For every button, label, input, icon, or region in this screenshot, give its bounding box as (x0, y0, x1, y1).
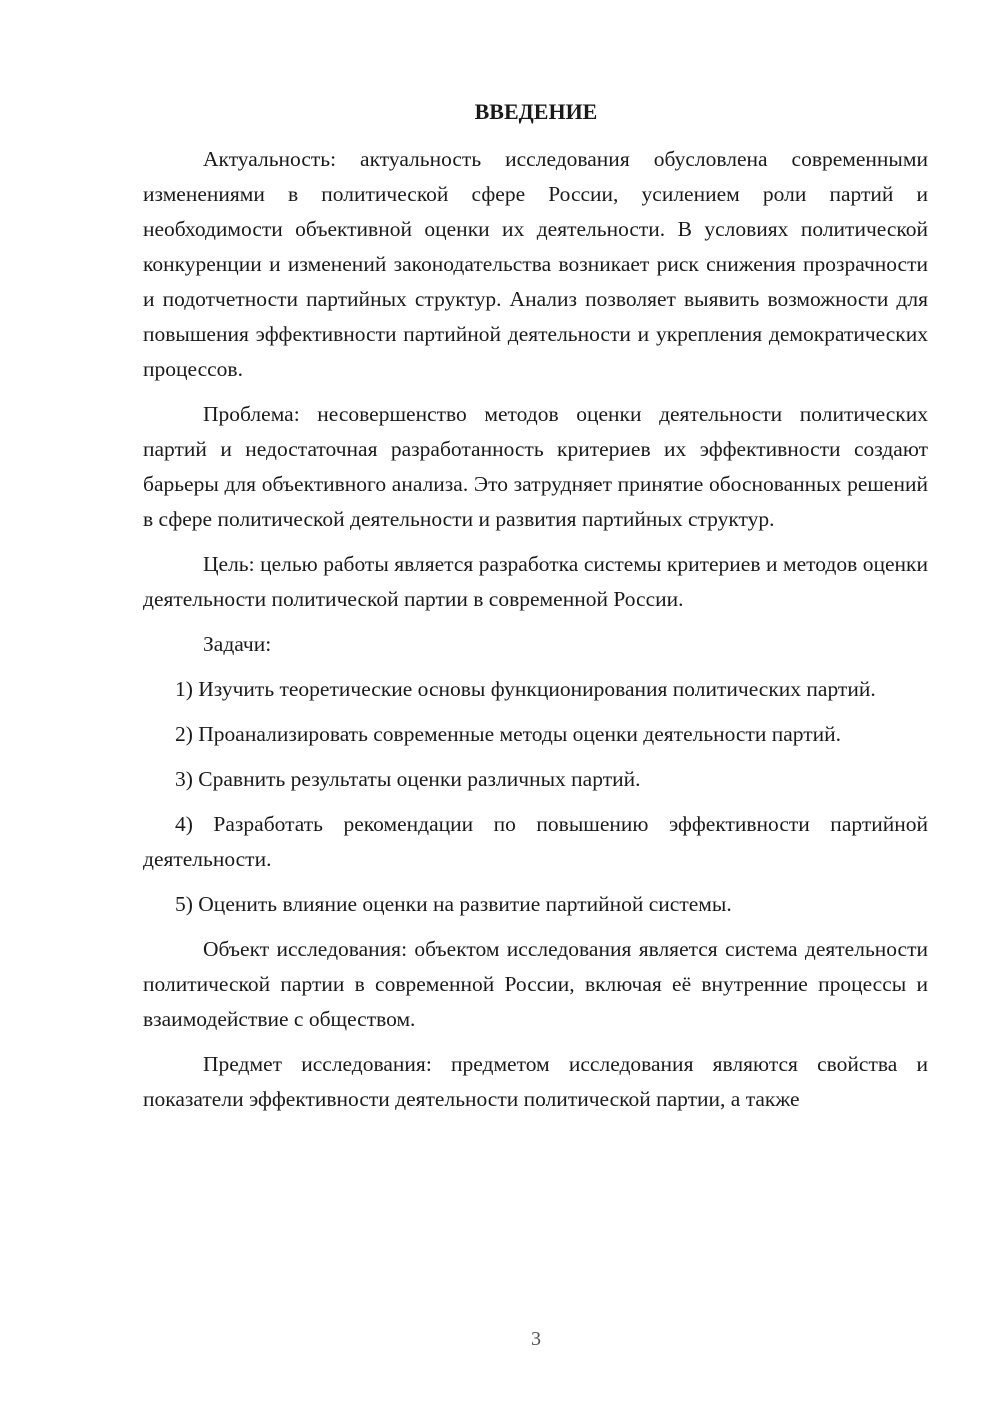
paragraph-subject: Предмет исследования: предметом исследования являются свойства и показатели эффективности деятельности политической партии, а также (143, 1052, 928, 1111)
page-number: 3 (531, 1328, 541, 1350)
page-title: ВВЕДЕНИЕ (474, 99, 598, 124)
task-item-2: 2) Проанализировать современные методы оценки деятельности партий. (175, 722, 842, 746)
task-item-3: 3) Сравнить результаты оценки различных партий. (175, 767, 641, 791)
task-item-5: 5) Оценить влияние оценки на развитие партийной системы. (175, 892, 732, 916)
paragraph-tasks-heading: Задачи: (203, 632, 272, 656)
task-item-1: 1) Изучить теоретические основы функционирования политических партий. (175, 677, 876, 701)
document-body (143, 142, 928, 1127)
paragraph-problem: Проблема: несовершенство методов оценки деятельности политических партий и недостаточная разработанность критериев их эффективности создают барьеры для объективного анализа. Это затрудняет принятие обоснованных решений в сфере политической деятельности и развития партийных структур. (143, 402, 928, 531)
task-item-4: 4) Разработать рекомендации по повышению эффективности партийной деятельности. (143, 812, 928, 871)
paragraph-object: Объект исследования: объектом исследования является система деятельности политической партии в современной России, включая её внутренние процессы и взаимодействие с обществом. (143, 937, 928, 1031)
paragraph-relevance: Актуальность: актуальность исследования обусловлена современными изменениями в политической сфере России, усилением роли партий и необходимости объективной оценки их деятельности. В условиях политической конкуренции и изменений законодательства возникает риск снижения прозрачности и подотчетности партийных структур. Анализ позволяет выявить возможности для повышения эффективности партийной деятельности и укрепления демократических процессов. (143, 147, 928, 381)
paragraph-goal: Цель: целью работы является разработка системы критериев и методов оценки деятельности политической партии в современной России. (143, 552, 928, 611)
